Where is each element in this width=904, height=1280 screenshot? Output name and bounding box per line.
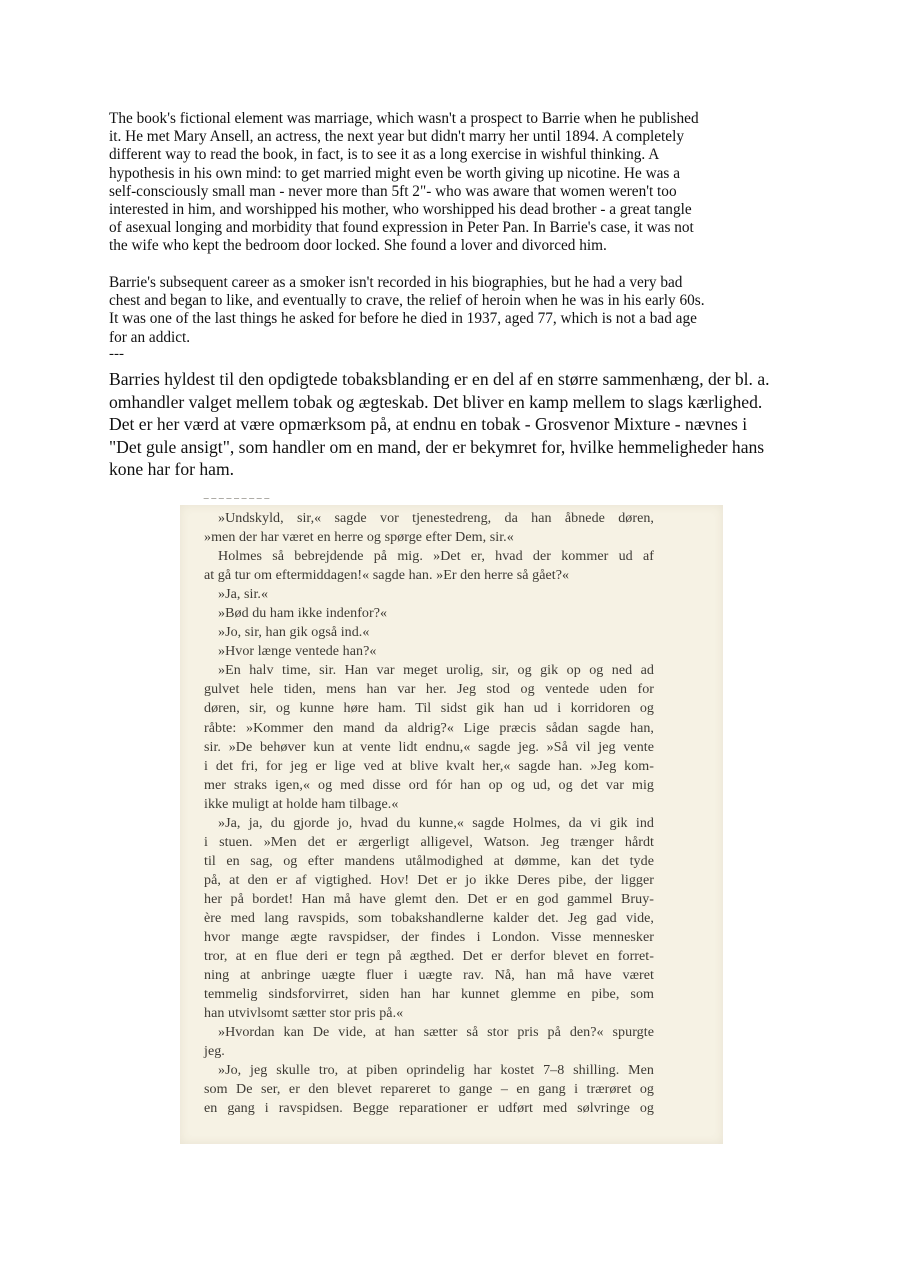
scanned-text-line: »Ja, ja, du gjorde jo, hvad du kunne,« sagde Holmes, da vi gik ind: [218, 814, 654, 831]
scanned-text-line: at gå tur om eftermiddagen!« sagde han. »Er den herre så gået?«: [204, 567, 570, 584]
text-line: omhandler valget mellem tobak og ægteskab. Det bliver en kamp mellem to slags kærlighed.: [109, 391, 763, 412]
scanned-text-line: tror, at en flue deri er tegn på ægthed. Det er derfor blevet en forret-: [204, 948, 654, 965]
scanned-text-line: her på bordet! Han må have glemt den. Det er en god gammel Bruy-: [204, 890, 654, 907]
text-line: it. He met Mary Ansell, an actress, the next year but didn't marry her until 1894. A completely: [109, 128, 684, 146]
text-line: Barries hyldest til den opdigtede tobaksblanding er en del af en større sammenhæng, der bl. a.: [109, 369, 770, 389]
text-line: "Det gule ansigt", som handler om en mand, der er bekymret for, hvilke hemmeligheder hans: [109, 436, 765, 457]
scanned-text-line: jeg.: [204, 1043, 225, 1060]
scanned-text-line: »men der har været en herre og spørge efter Dem, sir.«: [204, 529, 514, 546]
scanned-text-line: i det fri, for jeg er lige ved at blive kvalt her,« sagde han. »Jeg kom-: [204, 757, 654, 774]
text-line: Barrie's subsequent career as a smoker isn't recorded in his biographies, but he had a very bad: [109, 274, 683, 291]
scanned-text-line: sir. »De behøver kun at vente lidt endnu,« sagde jeg. »Så vil jeg vente: [204, 738, 654, 755]
text-line: for an addict.: [109, 328, 191, 346]
danish-paragraph: [109, 368, 809, 481]
english-paragraph-1: [109, 110, 809, 256]
scanned-text-line: på, at den er af vigtighed. Hov! Det er jo ikke Deres pibe, der ligger: [204, 871, 654, 888]
text-line: Det er her værd at være opmærksom på, at endnu en tobak - Grosvenor Mixture - nævnes i: [109, 414, 748, 435]
scanned-book-text: [204, 509, 654, 1119]
text-line: It was one of the last things he asked for before he died in 1937, aged 77, which is not a bad age: [109, 310, 697, 328]
text-line: hypothesis in his own mind: to get married might even be worth giving up nicotine. He was a: [109, 164, 680, 182]
english-paragraph-2: [109, 274, 809, 347]
scanned-text-line: som De ser, er den blevet repareret to gange – en gang i trærøret og: [204, 1081, 654, 1098]
scanned-text-line: »Bød du ham ikke indenfor?«: [218, 605, 388, 622]
scanned-book-page-image: [180, 496, 723, 1144]
scanned-text-line: ère med lang ravspids, som tobakshandlerne kalder det. Jeg gad vide,: [204, 909, 654, 926]
scanned-text-line: »Ja, sir.«: [218, 586, 269, 603]
scanned-text-line: »En halv time, sir. Han var meget urolig, sir, og gik op og ned ad: [218, 662, 654, 679]
text-line: The book's fictional element was marriage, which wasn't a prospect to Barrie when he published: [109, 110, 699, 127]
text-line: kone har for ham.: [109, 459, 235, 480]
scanned-text-line: en gang i ravspidsen. Begge reparationer er udført med sølvringe og: [204, 1100, 654, 1117]
scanned-text-line: han utvivlsomt sætter stor pris på.«: [204, 1005, 404, 1022]
scanned-text-line: »Hvor længe ventede han?«: [218, 643, 377, 660]
scanned-text-line: til en sag, og efter mandens utålmodighed at dømme, kan det tyde: [204, 852, 654, 869]
scanned-text-line: ikke muligt at holde ham tilbage.«: [204, 795, 399, 812]
text-line: interested in him, and worshipped his mother, who worshipped his dead brother - a great tangle: [109, 201, 692, 219]
scanned-text-line: hvor mange ægte ravspidser, der findes i London. Visse mennesker: [204, 929, 654, 946]
scanned-text-line: »Jo, jeg skulle tro, at piben oprindelig har kostet 7–8 shilling. Men: [218, 1062, 654, 1079]
scanned-text-line: i stuen. »Men det er ærgerligt alligevel, Watson. Jeg trænger hårdt: [204, 833, 654, 850]
text-line: different way to read the book, in fact, is to see it as a long exercise in wishful thinking. A: [109, 146, 660, 164]
scanned-text-line: ning at anbringe uægte fluer i uægte rav. Nå, han må have været: [204, 967, 654, 984]
text-line: self-consciously small man - never more than 5ft 2"- who was aware that women weren't too: [109, 182, 677, 200]
scanned-text-line: »Undskyld, sir,« sagde vor tjenestedreng, da han åbnede døren,: [218, 510, 654, 526]
text-line: of asexual longing and morbidity that found expression in Peter Pan. In Barrie's case, it was not: [109, 219, 694, 237]
scanned-text-line: mer straks igen,« og med disse ord fór han op og ud, og det var mig: [204, 776, 654, 793]
scanned-text-line: døren, sir, og kunne høre ham. Til sidst gik han ud i korridoren og: [204, 700, 654, 717]
section-separator: ---: [109, 346, 124, 362]
scanned-text-line: »Jo, sir, han gik også ind.«: [218, 624, 370, 641]
scanned-text-line: temmelig sindsforvirret, siden han har kunnet glemme en pibe, som: [204, 986, 654, 1003]
scanned-text-line: Holmes så bebrejdende på mig. »Det er, hvad der kommer ud af: [218, 548, 654, 565]
scanned-text-line: »Hvordan kan De vide, at han sætter så stor pris på den?« spurgte: [218, 1024, 654, 1041]
scanned-text-line: gulvet hele tiden, mens han var her. Jeg stod og ventede uden for: [204, 681, 654, 698]
scanned-text-line: råbte: »Kommer den mand da aldrig?« Lige præcis sådan sagde han,: [204, 719, 654, 736]
text-line: chest and began to like, and eventually to crave, the relief of heroin when he was in his early 60s.: [109, 292, 705, 310]
cropped-line-fragment: ‾ ‾ ‾ ‾ ‾ ‾ ‾ ‾ ‾: [204, 496, 269, 511]
text-line: the wife who kept the bedroom door locked. She found a lover and divorced him.: [109, 237, 607, 255]
